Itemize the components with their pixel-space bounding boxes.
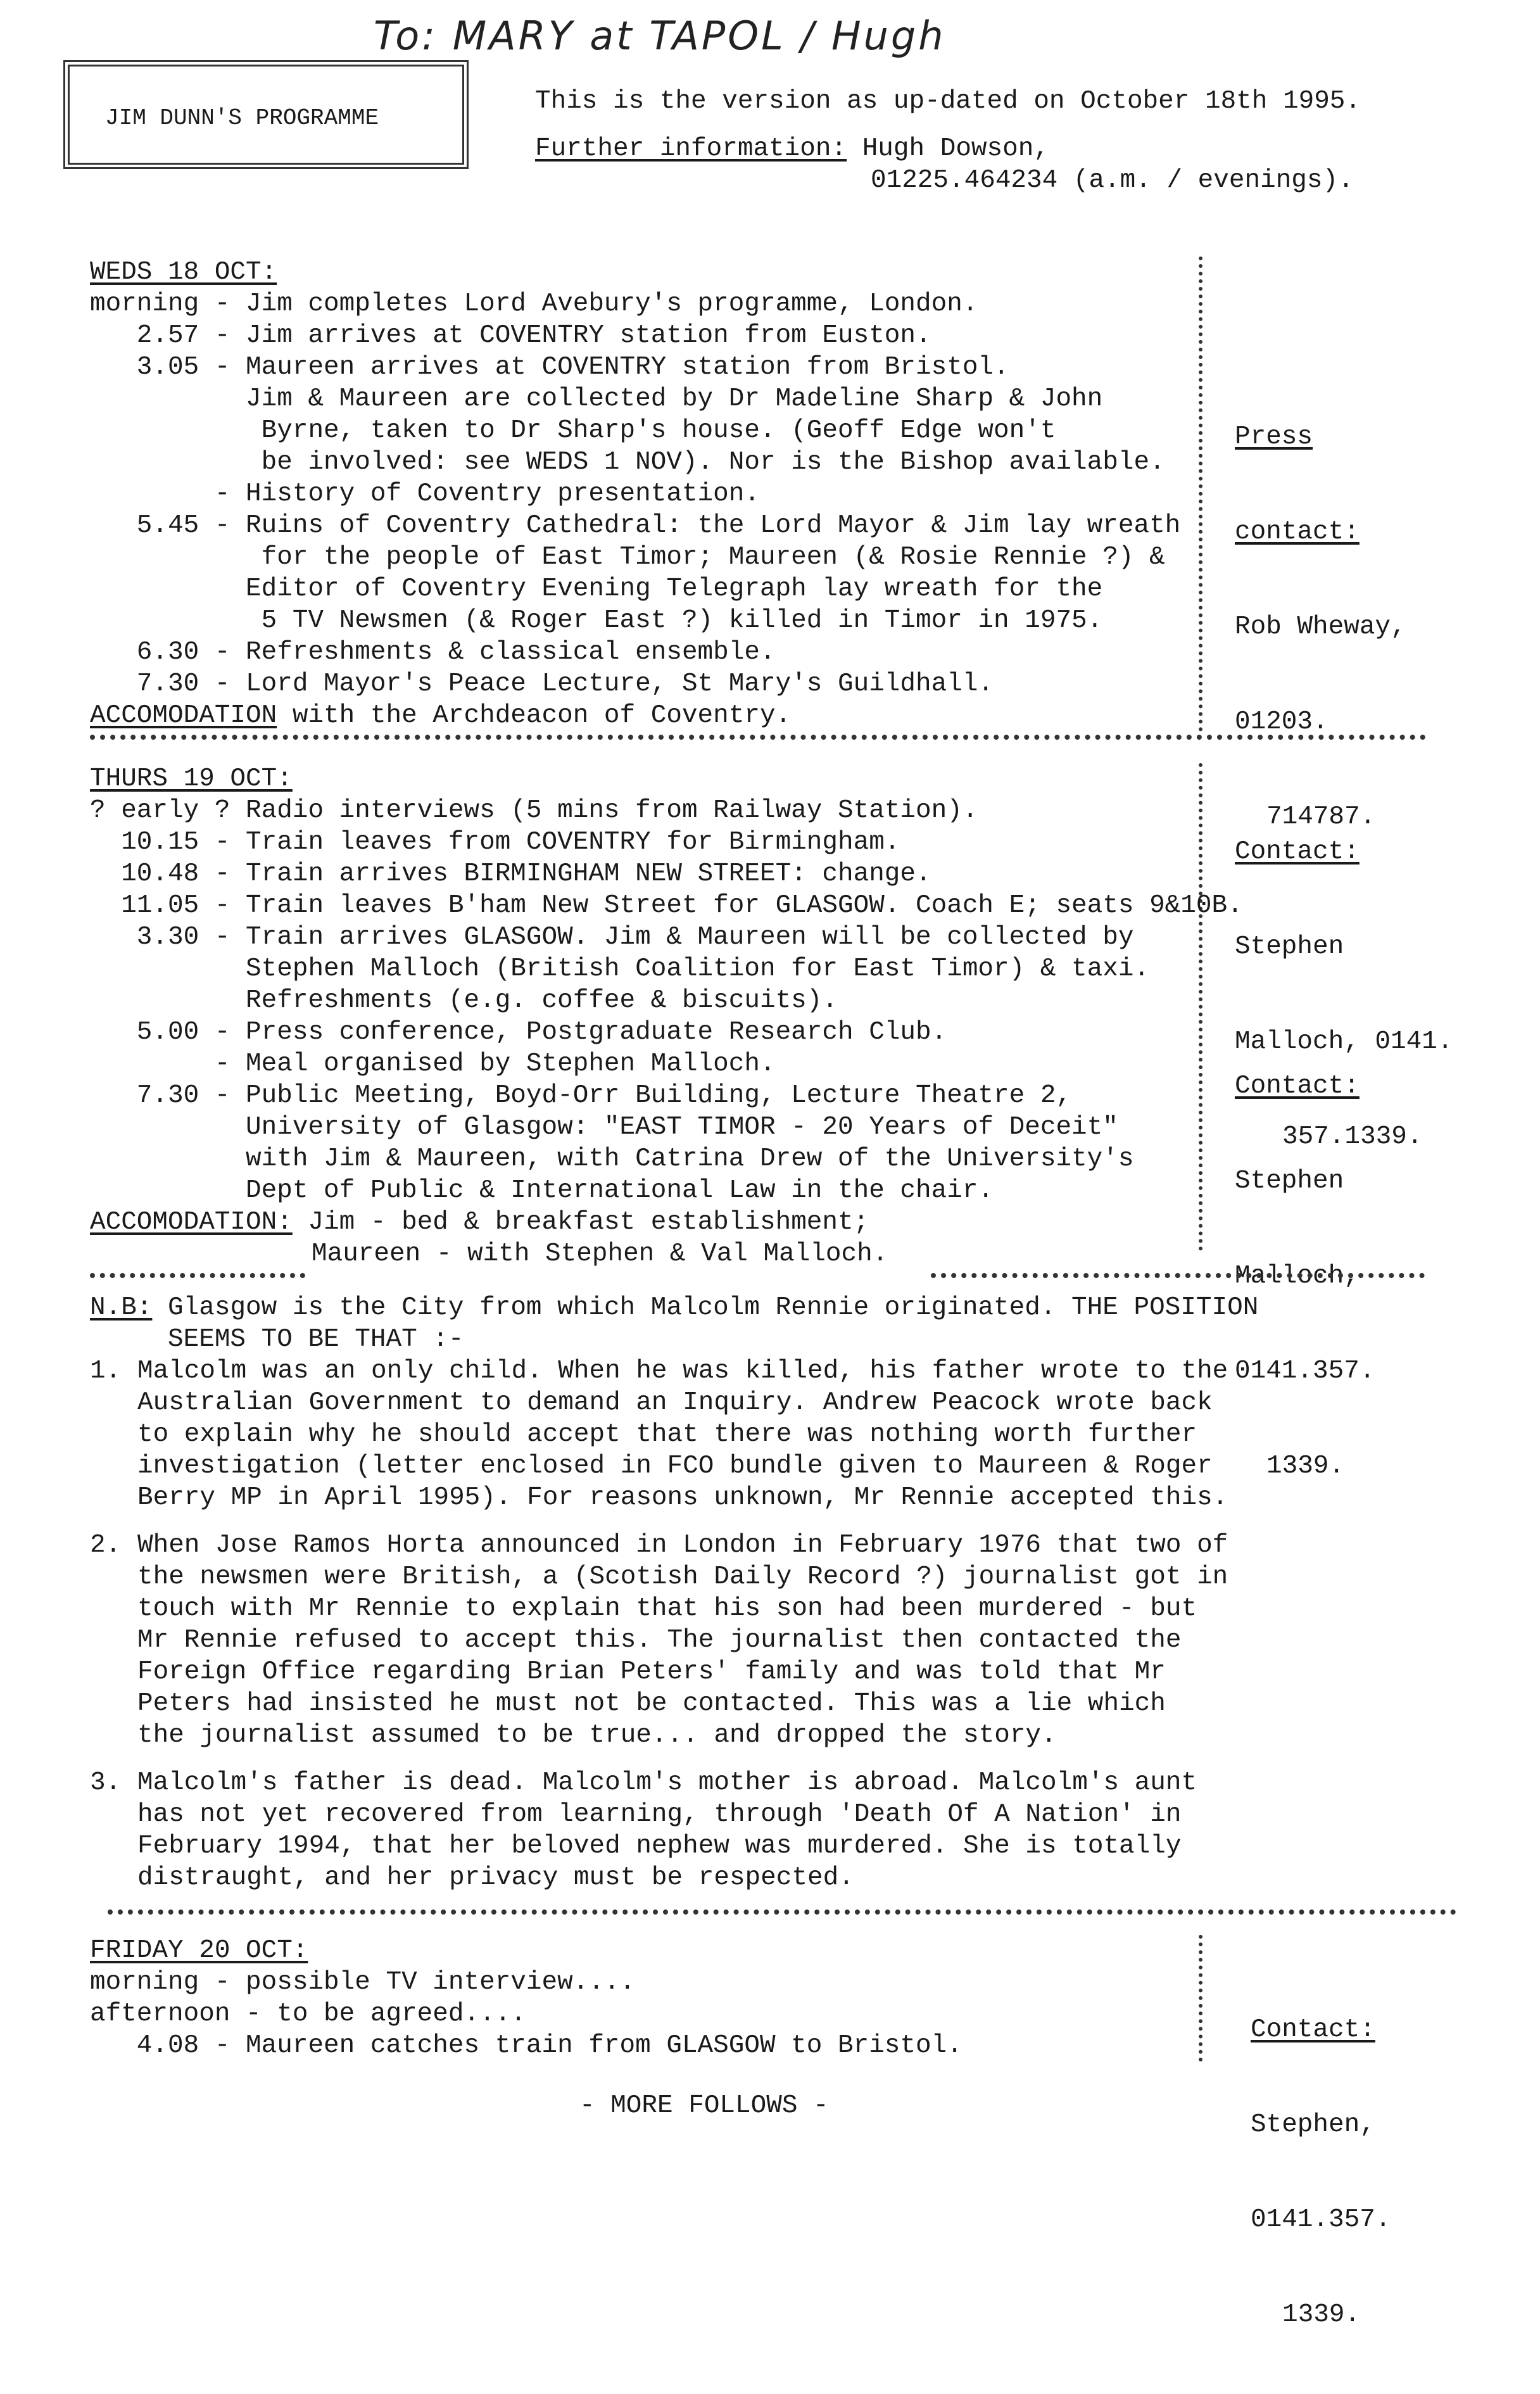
schedule-line: - Meal organised by Stephen Malloch.	[90, 1049, 776, 1079]
contact-line: Malloch,	[1235, 1262, 1360, 1291]
schedule-line: Editor of Coventry Evening Telegraph lay wreath for the	[90, 574, 1103, 604]
schedule-line: Stephen Malloch (British Coalition for East Timor) & taxi.	[90, 954, 1150, 984]
contact-line: Stephen	[1235, 932, 1344, 961]
schedule-line: with Jim & Maureen, with Catrina Drew of the University's	[90, 1144, 1134, 1174]
accommodation-text: with the Archdeacon of Coventry.	[277, 701, 792, 730]
title-box-text: JIM DUNN'S PROGRAMME	[105, 105, 379, 131]
schedule-line: Jim & Maureen are collected by Dr Madeline Sharp & John	[90, 384, 1103, 414]
contact-line: 1339.	[1266, 1452, 1345, 1481]
schedule-line: be involved: see WEDS 1 NOV). Nor is the Bishop available.	[90, 448, 1165, 477]
item-line: touch with Mr Rennie to explain that his son had been murdered - but	[137, 1594, 1197, 1623]
star-rule	[90, 1273, 305, 1281]
item-line: has not yet recovered from learning, through 'Death Of A Nation' in	[137, 1800, 1182, 1829]
item-line: to explain why he should accept that there was nothing worth further	[137, 1420, 1197, 1449]
schedule-line: morning - Jim completes Lord Avebury's programme, London.	[90, 289, 978, 319]
nb-intro-cont: SEEMS TO BE THAT :-	[90, 1325, 464, 1354]
press-contact-phone: 01203.	[1235, 707, 1329, 737]
star-rule	[931, 1273, 1425, 1281]
thurs-schedule	[90, 795, 1243, 1270]
friday-schedule	[90, 1966, 962, 2062]
item-number: 2.	[90, 1531, 122, 1560]
item-line: Malcolm was an only child. When he was killed, his father wrote to the	[137, 1357, 1228, 1386]
schedule-line: 5 TV Newsmen (& Roger East ?) killed in Timor in 1975.	[90, 606, 1103, 635]
schedule-line: 7.30 - Lord Mayor's Peace Lecture, St Mary's Guildhall.	[90, 669, 994, 699]
schedule-line: 10.48 - Train arrives BIRMINGHAM NEW STREET: change.	[90, 859, 931, 889]
weds-schedule	[90, 288, 1180, 732]
schedule-line: 3.30 - Train arrives GLASGOW. Jim & Maureen will be collected by	[90, 923, 1134, 952]
schedule-line: - History of Coventry presentation.	[90, 479, 760, 509]
handwritten-note: To: MARY at TAPOL / Hugh	[374, 13, 946, 59]
further-info-phone: 01225.464234 (a.m. / evenings).	[871, 166, 1354, 195]
thurs-heading: THURS 19 OCT:	[90, 764, 293, 794]
thurs-accommodation-cont: Maureen - with Stephen & Val Malloch.	[312, 1239, 888, 1269]
item-number: 3.	[90, 1768, 122, 1797]
item-line: February 1994, that her beloved nephew was murdered. She is totally	[137, 1832, 1182, 1861]
friday-contact	[1251, 1951, 1391, 2394]
nb-label: N.B:	[90, 1293, 153, 1322]
press-contact-label: contact:	[1235, 517, 1360, 547]
version-line: This is the version as up-dated on October 18th 1995.	[535, 87, 1361, 116]
schedule-line: University of Glasgow: "EAST TIMOR - 20 Years of Deceit"	[90, 1113, 1118, 1142]
contact-line: 0141.357.	[1251, 2205, 1391, 2234]
item-line: Malcolm's father is dead. Malcolm's mother is abroad. Malcolm's aunt	[137, 1768, 1197, 1797]
schedule-line: for the people of East Timor; Maureen (& Rosie Rennie ?) &	[90, 543, 1165, 572]
schedule-line: 2.57 - Jim arrives at COVENTRY station from Euston.	[90, 321, 931, 350]
item-line: the journalist assumed to be true... and dropped the story.	[137, 1721, 1057, 1750]
contact-title: Contact:	[1235, 1072, 1360, 1101]
nb-intro	[90, 1292, 1258, 1324]
schedule-line: 3.05 - Maureen arrives at COVENTRY station from Bristol.	[90, 353, 1009, 382]
footer-more-follows: - MORE FOLLOWS -	[579, 2091, 829, 2120]
item-body	[137, 1767, 1197, 1894]
item-line: Berry MP in April 1995). For reasons unknown, Mr Rennie accepted this.	[137, 1483, 1228, 1512]
item-line: Peters had insisted he must not be contacted. This was a lie which	[137, 1689, 1166, 1718]
contact-line: Malloch, 0141.	[1235, 1027, 1453, 1056]
vertical-divider	[1199, 1935, 1210, 2062]
schedule-line: Byrne, taken to Dr Sharp's house. (Geoff Edge won't	[90, 416, 1056, 445]
item-body	[137, 1530, 1228, 1751]
contact-line: 0141.357.	[1235, 1357, 1375, 1386]
weds-accommodation	[90, 700, 1180, 732]
thurs-accommodation	[90, 1206, 1243, 1238]
schedule-line: afternoon - to be agreed....	[90, 1999, 526, 2029]
item-line: Foreign Office regarding Brian Peters' family and was told that Mr	[137, 1657, 1166, 1687]
contact-title: Contact:	[1235, 837, 1360, 866]
item-line: distraught, and her privacy must be respected.	[137, 1863, 854, 1892]
further-info-name: Hugh Dowson,	[862, 134, 1049, 163]
item-line: the newsmen were British, a (Scotish Daily Record ?) journalist got in	[137, 1562, 1228, 1592]
item-line: investigation (letter enclosed in FCO bundle given to Maureen & Roger	[137, 1452, 1213, 1481]
contact-line: 1339.	[1282, 2300, 1361, 2329]
press-contact-name: Rob Wheway,	[1235, 612, 1406, 642]
weds-heading: WEDS 18 OCT:	[90, 258, 277, 287]
press-contact-title: Press	[1235, 422, 1313, 452]
star-rule	[108, 1910, 1456, 1917]
press-contact-phone-cont: 714787.	[1266, 802, 1376, 832]
schedule-line: 5.00 - Press conference, Postgraduate Research Club.	[90, 1018, 947, 1047]
item-body	[137, 1355, 1228, 1514]
accommodation-text: Jim - bed & breakfast establishment;	[292, 1208, 869, 1237]
item-line: Mr Rennie refused to accept this. The journalist then contacted the	[137, 1626, 1182, 1655]
nb-section	[90, 1292, 1258, 1355]
nb-intro-text: Glasgow is the City from which Malcolm Rennie originated. THE POSITION	[152, 1293, 1259, 1322]
further-info-line	[535, 133, 1049, 165]
schedule-line: 7.30 - Public Meeting, Boyd-Orr Building, Lecture Theatre 2,	[90, 1081, 1072, 1110]
star-rule	[90, 735, 1426, 742]
item-line: Australian Government to demand an Inquiry. Andrew Peacock wrote back	[137, 1388, 1213, 1417]
schedule-line: Dept of Public & International Law in the chair.	[90, 1176, 994, 1205]
item-line: When Jose Ramos Horta announced in London in February 1976 that two of	[137, 1531, 1228, 1560]
schedule-line: 11.05 - Train leaves B'ham New Street for GLASGOW. Coach E; seats 9&10B.	[90, 891, 1243, 920]
schedule-line: 6.30 - Refreshments & classical ensemble.	[90, 638, 776, 667]
accommodation-label: ACCOMODATION:	[90, 1208, 293, 1237]
schedule-line: Refreshments (e.g. coffee & biscuits).	[90, 986, 838, 1015]
contact-title: Contact:	[1251, 2015, 1375, 2044]
contact-line: 357.1339.	[1282, 1122, 1423, 1151]
friday-heading: FRIDAY 20 OCT:	[90, 1936, 308, 1965]
schedule-line: morning - possible TV interview....	[90, 1968, 636, 1997]
schedule-line: ? early ? Radio interviews (5 mins from Railway Station).	[90, 796, 978, 825]
further-info-label: Further information:	[535, 134, 847, 163]
contact-line: Stephen,	[1251, 2110, 1375, 2139]
schedule-line: 10.15 - Train leaves from COVENTRY for Birmingham.	[90, 828, 900, 857]
vertical-divider	[1199, 256, 1210, 732]
schedule-line: 4.08 - Maureen catches train from GLASGOW to Bristol.	[90, 2031, 962, 2060]
schedule-line: 5.45 - Ruins of Coventry Cathedral: the Lord Mayor & Jim lay wreath	[90, 511, 1181, 540]
title-box	[63, 60, 469, 169]
contact-line: Stephen	[1235, 1167, 1344, 1196]
item-number: 1.	[90, 1357, 122, 1386]
accommodation-label: ACCOMODATION	[90, 701, 277, 730]
